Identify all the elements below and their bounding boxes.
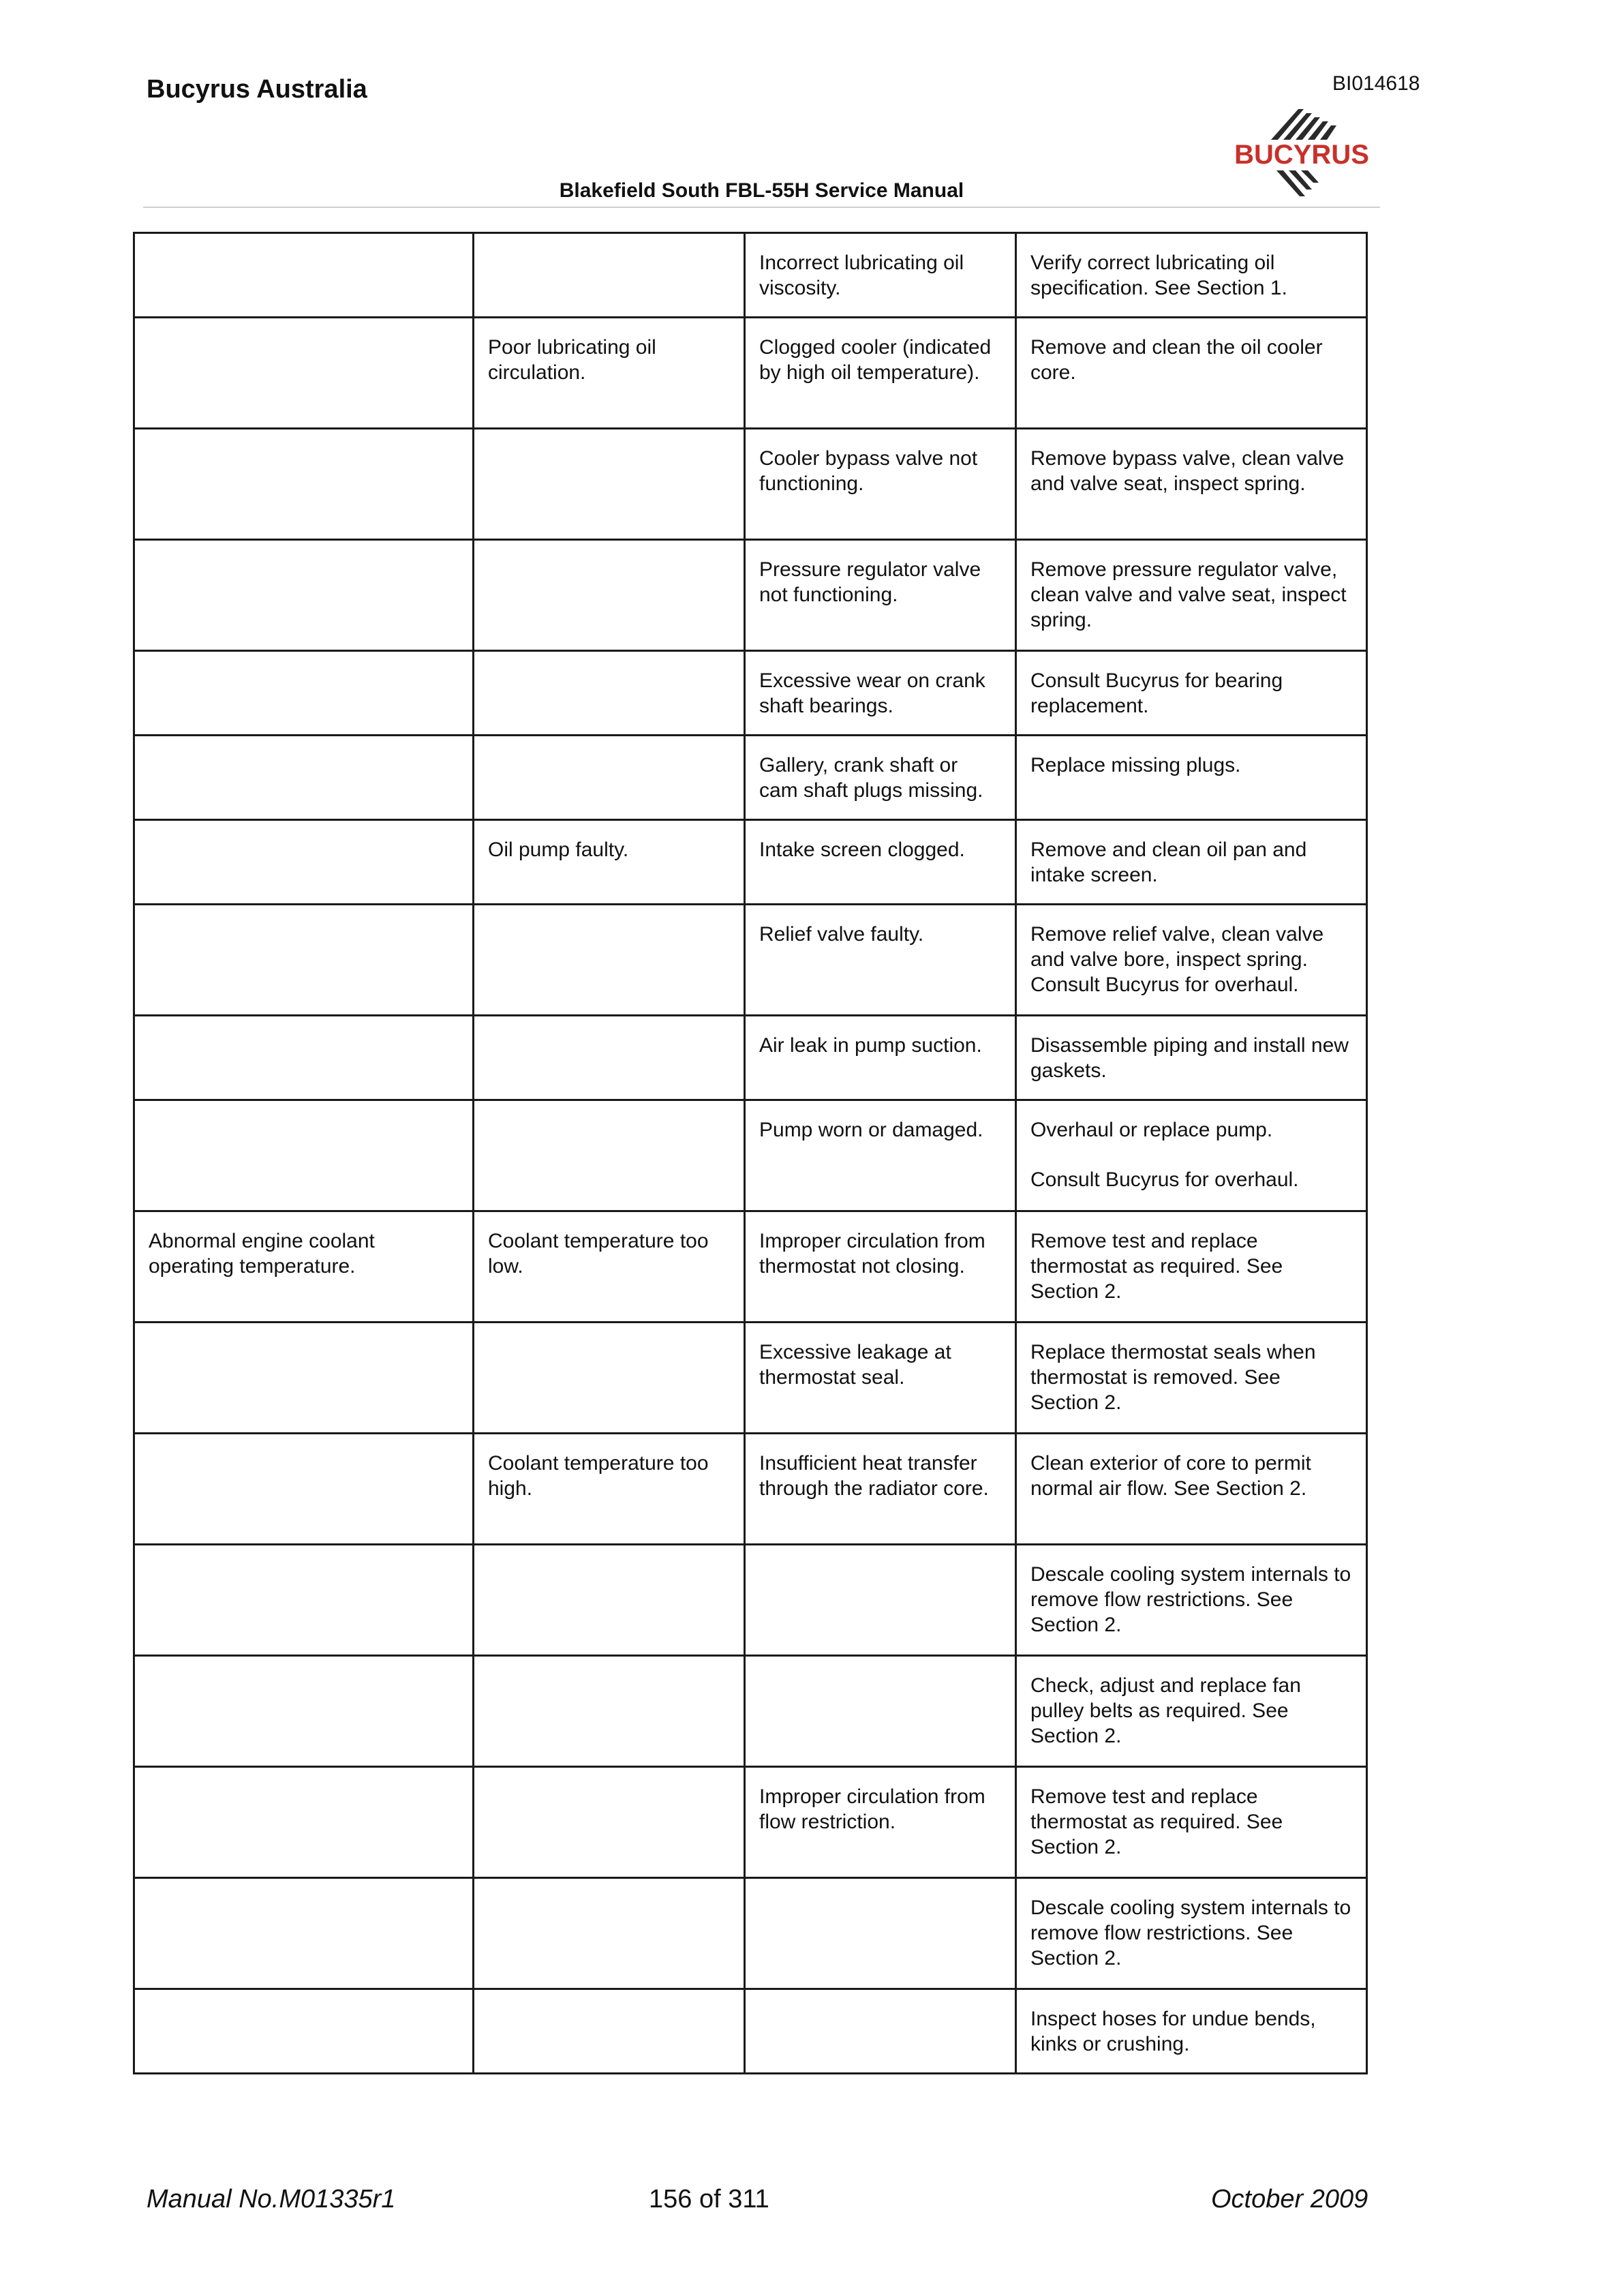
remedy-cell-text: Descale cooling system internals to remove flow restrictions. See Section 2.: [1030, 1563, 1351, 1636]
troubleshooting-table: [133, 232, 1368, 2074]
remedy-cell-text: Remove test and replace thermostat as required. See Section 2.: [1030, 1230, 1283, 1303]
remedy-cell: [1016, 1016, 1367, 1100]
cause-cell: [474, 1100, 745, 1211]
cause-cell: [474, 1767, 745, 1878]
reason-cell: [745, 1323, 1016, 1434]
table-row: [134, 318, 1367, 429]
cause-cell: [474, 820, 745, 905]
remedy-cell: [1016, 1656, 1367, 1767]
symptom-cell: [134, 820, 474, 905]
reason-cell-text: Insufficient heat transfer through the radiator core.: [759, 1452, 989, 1500]
table-row: [134, 429, 1367, 540]
reason-cell-text: Gallery, crank shaft or cam shaft plugs missing.: [759, 754, 983, 802]
cause-cell: [474, 1434, 745, 1545]
table-row: [134, 820, 1367, 905]
reason-cell: [745, 1016, 1016, 1100]
remedy-cell-text: Descale cooling system internals to remove flow restrictions. See Section 2.: [1030, 1897, 1351, 1969]
symptom-cell: [134, 1211, 474, 1323]
symptom-cell: [134, 540, 474, 651]
symptom-cell: [134, 1767, 474, 1878]
remedy-cell: [1016, 1545, 1367, 1656]
remedy-cell-text: Remove and clean the oil cooler core.: [1030, 336, 1323, 384]
table-row: [134, 540, 1367, 651]
cause-cell: [474, 1016, 745, 1100]
symptom-cell: [134, 429, 474, 540]
symptom-cell: [134, 1323, 474, 1434]
remedy-note-text: Consult Bucyrus for overhaul.: [1030, 1168, 1299, 1191]
remedy-cell-text: Disassemble piping and install new gaskets.: [1030, 1034, 1349, 1082]
logo-stripes-top: [1271, 109, 1336, 140]
reason-cell: [745, 651, 1016, 736]
reason-cell-text: Improper circulation from flow restriction.: [759, 1785, 985, 1833]
cause-cell: [474, 429, 745, 540]
table-row: [134, 1545, 1367, 1656]
cause-cell: [474, 1878, 745, 1989]
symptom-cell: [134, 1656, 474, 1767]
cause-cell: [474, 905, 745, 1016]
reason-cell: [745, 1100, 1016, 1211]
publication-date: October 2009: [1211, 2185, 1368, 2214]
reason-cell-text: Relief valve faulty.: [759, 923, 924, 946]
logo-wordmark: BUCYRUS: [1234, 140, 1369, 170]
remedy-cell: [1016, 820, 1367, 905]
remedy-cell: [1016, 429, 1367, 540]
remedy-cell: [1016, 1434, 1367, 1545]
table-row: [134, 1989, 1367, 2074]
remedy-cell-text: Check, adjust and replace fan pulley belts as required. See Section 2.: [1030, 1674, 1301, 1747]
remedy-cell-text: Remove pressure regulator valve, clean valve and valve seat, inspect spring.: [1030, 558, 1347, 631]
reason-cell: [745, 233, 1016, 318]
cause-cell: [474, 1989, 745, 2074]
remedy-cell-text: Consult Bucyrus for bearing replacement.: [1030, 669, 1283, 717]
reason-cell: [745, 540, 1016, 651]
cause-cell: [474, 651, 745, 736]
reason-cell-text: Excessive wear on crank shaft bearings.: [759, 669, 985, 717]
table-row: [134, 1323, 1367, 1434]
reason-cell-text: Pressure regulator valve not functioning.: [759, 558, 981, 606]
remedy-cell-text: Replace thermostat seals when thermostat is removed. See Section 2.: [1030, 1341, 1316, 1414]
remedy-cell: [1016, 1323, 1367, 1434]
reason-cell-text: Improper circulation from thermostat not closing.: [759, 1230, 985, 1278]
symptom-cell: [134, 651, 474, 736]
reason-cell: [745, 736, 1016, 820]
table-row: [134, 1878, 1367, 1989]
reason-cell-text: Incorrect lubricating oil viscosity.: [759, 252, 964, 299]
manual-number: Manual No.M01335r1: [147, 2185, 396, 2214]
symptom-cell: [134, 905, 474, 1016]
reason-cell: [745, 1989, 1016, 2074]
document-id: BI014618: [1332, 72, 1420, 95]
remedy-cell: [1016, 1989, 1367, 2074]
header-divider: [143, 207, 1380, 208]
reason-cell: [745, 1878, 1016, 1989]
reason-cell: [745, 1767, 1016, 1878]
symptom-cell-text: Abnormal engine coolant operating temperature.: [149, 1230, 375, 1278]
remedy-cell-text: Inspect hoses for undue bends, kinks or crushing.: [1030, 2008, 1316, 2055]
table-row: [134, 1656, 1367, 1767]
reason-cell-text: Pump worn or damaged.: [759, 1119, 983, 1141]
symptom-cell: [134, 1989, 474, 2074]
manual-title: Blakefield South FBL-55H Service Manual: [559, 179, 964, 202]
remedy-cell-text: Remove relief valve, clean valve and valve bore, inspect spring. Consult Bucyrus for overhaul.: [1030, 923, 1324, 996]
reason-cell-text: Clogged cooler (indicated by high oil temperature).: [759, 336, 992, 384]
remedy-cell-text: Overhaul or replace pump.: [1030, 1119, 1273, 1141]
company-name: Bucyrus Australia: [147, 75, 367, 104]
cause-cell: [474, 318, 745, 429]
symptom-cell: [134, 1545, 474, 1656]
remedy-cell-text: Clean exterior of core to permit normal air flow. See Section 2.: [1030, 1452, 1311, 1500]
reason-cell: [745, 905, 1016, 1016]
cause-cell: [474, 1545, 745, 1656]
reason-cell-text: Excessive leakage at thermostat seal.: [759, 1341, 951, 1389]
reason-cell: [745, 820, 1016, 905]
symptom-cell: [134, 1434, 474, 1545]
remedy-cell: [1016, 540, 1367, 651]
remedy-cell-text: Remove test and replace thermostat as required. See Section 2.: [1030, 1785, 1283, 1858]
cause-cell-text: Coolant temperature too high.: [488, 1452, 709, 1500]
remedy-cell-text: Replace missing plugs.: [1030, 754, 1241, 776]
table-row: [134, 905, 1367, 1016]
cause-cell: [474, 1323, 745, 1434]
remedy-cell-text: Verify correct lubricating oil specification. See Section 1.: [1030, 252, 1287, 299]
cause-cell: [474, 540, 745, 651]
table-row: [134, 1434, 1367, 1545]
cause-cell-text: Poor lubricating oil circulation.: [488, 336, 656, 384]
reason-cell: [745, 1545, 1016, 1656]
remedy-cell-text: Remove bypass valve, clean valve and valve seat, inspect spring.: [1030, 447, 1345, 495]
remedy-cell: [1016, 736, 1367, 820]
cause-cell: [474, 736, 745, 820]
table-row: [134, 651, 1367, 736]
symptom-cell: [134, 318, 474, 429]
remedy-cell: [1016, 318, 1367, 429]
reason-cell-text: Air leak in pump suction.: [759, 1034, 982, 1057]
cause-cell: [474, 1656, 745, 1767]
table-row: [134, 1016, 1367, 1100]
remedy-cell: [1016, 1211, 1367, 1323]
symptom-cell: [134, 736, 474, 820]
table-row: [134, 1767, 1367, 1878]
remedy-cell: [1016, 1767, 1367, 1878]
reason-cell-text: Intake screen clogged.: [759, 839, 965, 861]
remedy-cell: [1016, 651, 1367, 736]
reason-cell: [745, 1211, 1016, 1323]
table-row: [134, 1211, 1367, 1323]
table-row: [134, 233, 1367, 318]
remedy-cell: [1016, 1100, 1367, 1211]
table-row: [134, 736, 1367, 820]
reason-cell-text: Cooler bypass valve not functioning.: [759, 447, 978, 495]
symptom-cell: [134, 1016, 474, 1100]
remedy-cell: [1016, 905, 1367, 1016]
remedy-cell: [1016, 233, 1367, 318]
symptom-cell: [134, 1878, 474, 1989]
reason-cell: [745, 1656, 1016, 1767]
page-number: 156 of 311: [649, 2185, 769, 2214]
paragraph-gap: [1030, 1143, 1352, 1167]
reason-cell: [745, 429, 1016, 540]
table-row: [134, 1100, 1367, 1211]
cause-cell: [474, 233, 745, 318]
symptom-cell: [134, 233, 474, 318]
reason-cell: [745, 1434, 1016, 1545]
symptom-cell: [134, 1100, 474, 1211]
cause-cell: [474, 1211, 745, 1323]
reason-cell: [745, 318, 1016, 429]
remedy-cell: [1016, 1878, 1367, 1989]
cause-cell-text: Oil pump faulty.: [488, 839, 629, 861]
remedy-cell-text: Remove and clean oil pan and intake screen.: [1030, 839, 1307, 886]
cause-cell-text: Coolant temperature too low.: [488, 1230, 709, 1278]
